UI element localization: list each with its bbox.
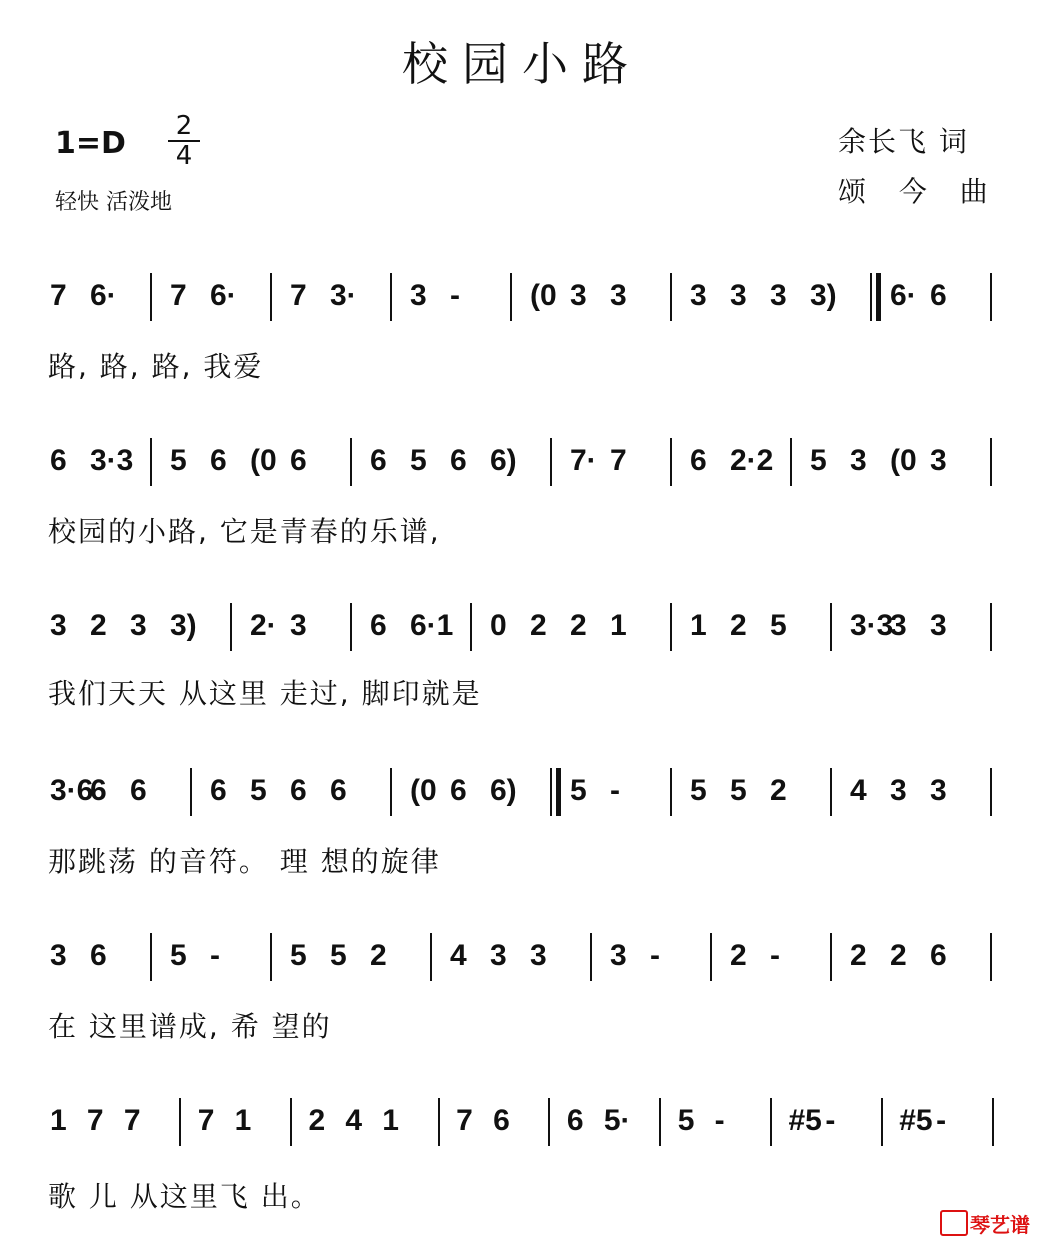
- note: 2: [730, 609, 747, 642]
- barline: [150, 933, 152, 981]
- note: 5: [810, 444, 827, 477]
- lyrics-line: 路, 路, 路, 我爱: [48, 350, 264, 383]
- note: -: [450, 279, 460, 312]
- note: 5: [170, 444, 187, 477]
- notation-line: [0, 265, 1044, 325]
- note: 3·3: [90, 444, 134, 477]
- barline: [510, 273, 512, 321]
- note: (0: [530, 279, 557, 312]
- lyrics-line: 那跳荡 的音符。 理 想的旋律: [48, 845, 441, 878]
- note: 3: [410, 279, 427, 312]
- repeat-barline: [556, 768, 561, 816]
- note: 1: [690, 609, 707, 642]
- note: 5·: [603, 1104, 631, 1137]
- barline: [390, 768, 392, 816]
- notation-line: [0, 430, 1044, 490]
- barline: [659, 1098, 661, 1146]
- note: -: [825, 1104, 836, 1137]
- note: 3: [50, 609, 67, 642]
- note: 2·: [250, 609, 277, 642]
- barline: [230, 603, 232, 651]
- note: 5: [410, 444, 427, 477]
- barline: [590, 933, 592, 981]
- barline: [992, 1098, 994, 1146]
- note: 6·: [90, 279, 117, 312]
- song-title: 校园小路: [402, 37, 642, 91]
- note: 6): [490, 444, 517, 477]
- note: 4: [345, 1104, 363, 1137]
- note: 3: [890, 774, 907, 807]
- barline: [150, 273, 152, 321]
- note: 6·: [890, 279, 917, 312]
- note: 2: [890, 939, 907, 972]
- barline: [179, 1098, 181, 1146]
- note: 6: [930, 279, 947, 312]
- barline: [350, 438, 352, 486]
- note: 6: [370, 444, 387, 477]
- barline: [670, 273, 672, 321]
- note: 3): [810, 279, 837, 312]
- note: 6: [210, 444, 227, 477]
- note: 6: [290, 774, 307, 807]
- note: 6: [130, 774, 147, 807]
- note: 1: [610, 609, 627, 642]
- note: -: [936, 1104, 947, 1137]
- note: 3: [530, 939, 547, 972]
- note: 6·1: [410, 609, 454, 642]
- note: 7: [456, 1104, 473, 1137]
- note: 3·: [330, 279, 357, 312]
- lyrics-line: 歌 儿 从这里飞 出。: [48, 1180, 321, 1213]
- note: 4: [850, 774, 867, 807]
- note: 2: [308, 1104, 326, 1137]
- note: (0: [890, 444, 917, 477]
- barline: [830, 768, 832, 816]
- barline: [770, 1098, 772, 1146]
- note: 3: [930, 444, 947, 477]
- key-signature: 1=D: [55, 126, 126, 161]
- barline: [990, 438, 992, 486]
- note: 7: [610, 444, 627, 477]
- note: 6: [50, 444, 67, 477]
- note: -: [714, 1104, 725, 1137]
- note: 5: [290, 939, 307, 972]
- note: 5: [677, 1104, 695, 1137]
- notation-line: [0, 595, 1044, 655]
- barline: [438, 1098, 440, 1146]
- note: 3·6: [50, 774, 94, 807]
- note: 3: [890, 609, 907, 642]
- note: 3): [170, 609, 197, 642]
- tempo-marking: 轻快 活泼地: [55, 190, 172, 215]
- barline: [990, 768, 992, 816]
- note: 2: [570, 609, 587, 642]
- note: 3: [850, 444, 867, 477]
- note: 3·3: [850, 609, 894, 642]
- barline: [350, 603, 352, 651]
- note: 7: [50, 279, 67, 312]
- barline: [830, 933, 832, 981]
- note: 5: [770, 609, 787, 642]
- note: 3: [570, 279, 587, 312]
- note: 4: [450, 939, 467, 972]
- note: 3: [50, 939, 67, 972]
- watermark-logo: [940, 1209, 1030, 1238]
- note: 5: [250, 774, 267, 807]
- barline: [710, 933, 712, 981]
- lyricist-credit: 余长飞 词: [838, 125, 969, 158]
- note: 7: [290, 279, 307, 312]
- barline: [881, 1098, 883, 1146]
- note: 5: [170, 939, 187, 972]
- note: 0: [490, 609, 507, 642]
- note: 2·2: [730, 444, 774, 477]
- note: 3: [690, 279, 707, 312]
- note: 1: [382, 1104, 399, 1137]
- barline: [548, 1098, 550, 1146]
- note: 6: [90, 774, 107, 807]
- barline: [550, 438, 552, 486]
- note: #5: [788, 1104, 822, 1137]
- note: 3: [130, 609, 147, 642]
- barline: [990, 933, 992, 981]
- barline: [870, 273, 872, 321]
- time-numerator: 2: [175, 111, 193, 141]
- note: 2: [370, 939, 387, 972]
- barline: [990, 273, 992, 321]
- note: 2: [530, 609, 547, 642]
- barline: [270, 933, 272, 981]
- lyrics-line: 在 这里谱成, 希 望的: [48, 1010, 332, 1043]
- note: 2: [90, 609, 107, 642]
- note: 1: [234, 1104, 252, 1137]
- barline: [150, 438, 152, 486]
- note: 7·: [570, 444, 597, 477]
- note: (0: [410, 774, 437, 807]
- note: 6: [370, 609, 387, 642]
- note: 3: [610, 279, 627, 312]
- note: 6: [290, 444, 307, 477]
- note: 2: [850, 939, 867, 972]
- note: 3: [290, 609, 307, 642]
- barline: [430, 933, 432, 981]
- note: 3: [730, 279, 747, 312]
- note: (0: [250, 444, 277, 477]
- note: 6: [493, 1104, 510, 1137]
- barline: [550, 768, 552, 816]
- barline: [390, 273, 392, 321]
- note: -: [770, 939, 780, 972]
- repeat-barline: [876, 273, 881, 321]
- barline: [470, 603, 472, 651]
- barline: [190, 768, 192, 816]
- barline: [670, 768, 672, 816]
- note: 3: [930, 774, 947, 807]
- notation-line: [0, 1090, 1044, 1150]
- lyrics-line: 我们天天 从这里 走过, 脚印就是: [48, 677, 482, 710]
- note: 6: [210, 774, 227, 807]
- note: -: [610, 774, 620, 807]
- note: -: [210, 939, 220, 972]
- note: 3: [770, 279, 787, 312]
- note: 6: [450, 444, 467, 477]
- note: 5: [690, 774, 707, 807]
- note: 7: [170, 279, 187, 312]
- note: 5: [330, 939, 347, 972]
- barline: [290, 1098, 292, 1146]
- note: 6: [930, 939, 947, 972]
- note: 2: [770, 774, 787, 807]
- notation-line: [0, 760, 1044, 820]
- note: 6: [690, 444, 707, 477]
- note: 6: [90, 939, 107, 972]
- note: 5: [730, 774, 747, 807]
- note: 5: [570, 774, 587, 807]
- note: 6: [330, 774, 347, 807]
- note: 6): [490, 774, 517, 807]
- time-signature: [168, 113, 200, 169]
- note: 7: [123, 1104, 141, 1137]
- note: 3: [490, 939, 507, 972]
- barline: [670, 438, 672, 486]
- note: #5: [899, 1104, 933, 1137]
- barline: [790, 438, 792, 486]
- note: 7: [197, 1104, 215, 1137]
- note: 3: [930, 609, 947, 642]
- composer-credit: 颂 今 曲: [838, 175, 1000, 208]
- note: 6: [566, 1104, 584, 1137]
- lyrics-line: 校园的小路, 它是青春的乐谱,: [48, 515, 441, 548]
- notation-line: [0, 925, 1044, 985]
- barline: [670, 603, 672, 651]
- note: 2: [730, 939, 747, 972]
- note: 6·: [210, 279, 237, 312]
- note: 1: [50, 1104, 67, 1137]
- watermark-icon: [940, 1210, 968, 1236]
- note: 6: [450, 774, 467, 807]
- note: 3: [610, 939, 627, 972]
- note: 7: [86, 1104, 104, 1137]
- time-denominator: 4: [175, 141, 193, 171]
- watermark-text: 琴艺谱: [970, 1213, 1030, 1237]
- note: -: [650, 939, 660, 972]
- barline: [830, 603, 832, 651]
- barline: [270, 273, 272, 321]
- barline: [990, 603, 992, 651]
